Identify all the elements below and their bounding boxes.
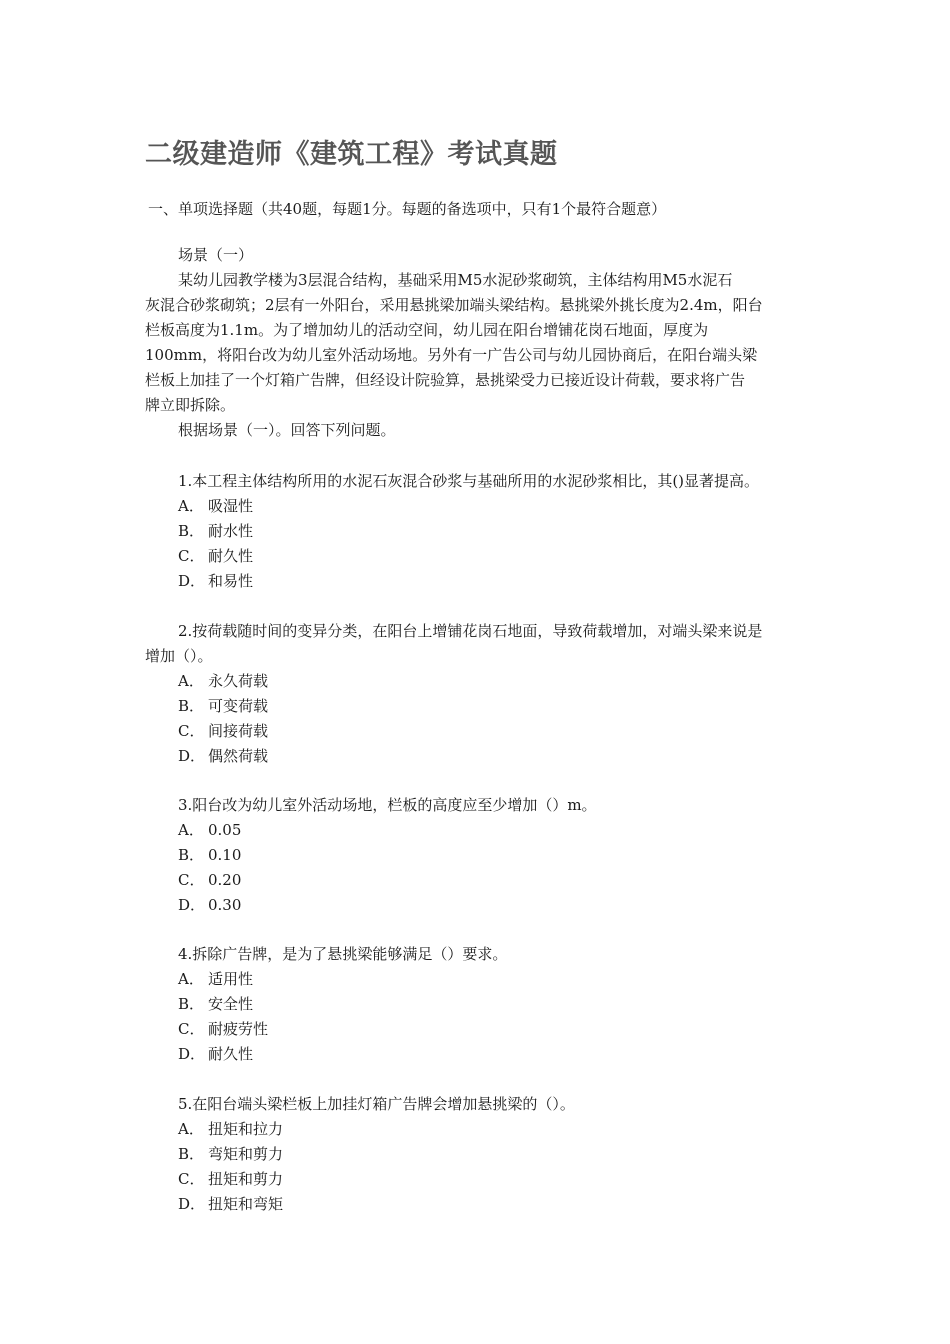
option-letter: B． <box>178 1145 205 1163</box>
scenario-line: 牌立即拆除。 <box>145 396 236 414</box>
option-letter: A． <box>178 497 204 515</box>
option-c <box>145 1167 825 1192</box>
question-2 <box>145 619 825 769</box>
option-b <box>145 992 825 1017</box>
option-letter: B． <box>178 846 205 864</box>
option-letter: D． <box>178 1195 206 1213</box>
option-a <box>145 818 825 843</box>
option-letter: D． <box>178 572 206 590</box>
option-a <box>145 494 825 519</box>
option-text: 永久荷载 <box>208 672 269 690</box>
option-text: 可变荷载 <box>208 697 269 715</box>
document-title: 二级建造师《建筑工程》考试真题 <box>145 139 558 170</box>
question-4 <box>145 942 825 1067</box>
question-5 <box>145 1092 825 1217</box>
scenario-line: 灰混合砂浆砌筑；2层有一外阳台，采用悬挑梁加端头梁结构。悬挑梁外挑长度为2.4m，阳台 <box>145 296 763 314</box>
option-letter: C． <box>178 1170 205 1188</box>
option-c <box>145 544 825 569</box>
option-b <box>145 519 825 544</box>
question-3 <box>145 793 825 918</box>
option-text: 耐水性 <box>208 522 254 540</box>
option-letter: C． <box>178 722 205 740</box>
option-text: 安全性 <box>208 995 254 1013</box>
scenario-line: 某幼儿园教学楼为3层混合结构，基础采用M5水泥砂浆砌筑，主体结构用M5水泥石 <box>178 271 733 289</box>
option-text: 扭矩和弯矩 <box>208 1195 284 1213</box>
section-heading: 一、单项选择题（共40题，每题1分。每题的备选项中，只有1个最符合题意） <box>148 200 667 218</box>
option-letter: C． <box>178 1020 205 1038</box>
scenario-prompt: 根据场景（一）。回答下列问题。 <box>178 421 396 439</box>
option-text: 间接荷载 <box>208 722 269 740</box>
option-letter: B． <box>178 697 205 715</box>
scenario-label: 场景（一） <box>178 246 254 264</box>
option-text: 0.30 <box>208 896 242 914</box>
option-letter: B． <box>178 995 205 1013</box>
scenario-line: 栏板高度为1.1m。为了增加幼儿的活动空间，幼儿园在阳台增铺花岗石地面，厚度为 <box>145 321 709 339</box>
option-letter: A． <box>178 1120 204 1138</box>
option-text: 0.05 <box>208 821 242 839</box>
question-stem: 增加（）。 <box>145 647 213 665</box>
question-stem: 4.拆除广告牌，是为了悬挑梁能够满足（）要求。 <box>178 945 508 963</box>
option-text: 0.10 <box>208 846 242 864</box>
option-d <box>145 1192 825 1217</box>
option-text: 吸湿性 <box>208 497 254 515</box>
option-text: 耐疲劳性 <box>208 1020 269 1038</box>
option-letter: A． <box>178 672 204 690</box>
question-1 <box>145 469 825 594</box>
option-b <box>145 843 825 868</box>
option-a <box>145 669 825 694</box>
option-d <box>145 569 825 594</box>
option-letter: A． <box>178 821 204 839</box>
option-c <box>145 1017 825 1042</box>
question-stem: 2.按荷载随时间的变异分类，在阳台上增铺花岗石地面，导致荷载增加，对端头梁来说是 <box>178 622 763 640</box>
option-text: 耐久性 <box>208 547 254 565</box>
option-a <box>145 1117 825 1142</box>
option-b <box>145 694 825 719</box>
option-letter: B． <box>178 522 205 540</box>
option-text: 适用性 <box>208 970 254 988</box>
option-letter: A． <box>178 970 204 988</box>
option-text: 扭矩和拉力 <box>208 1120 284 1138</box>
option-c <box>145 868 825 893</box>
option-letter: D． <box>178 896 206 914</box>
option-letter: D． <box>178 1045 206 1063</box>
option-text: 偶然荷载 <box>208 747 269 765</box>
scenario-line: 栏板上加挂了一个灯箱广告牌，但经设计院验算，悬挑梁受力已接近设计荷载，要求将广告 <box>145 371 746 389</box>
option-letter: C． <box>178 547 205 565</box>
option-b <box>145 1142 825 1167</box>
option-d <box>145 893 825 918</box>
option-letter: D． <box>178 747 206 765</box>
option-text: 耐久性 <box>208 1045 254 1063</box>
question-stem: 1.本工程主体结构所用的水泥石灰混合砂浆与基础所用的水泥砂浆相比，其()显著提高。 <box>178 472 760 490</box>
scenario-line: 100mm，将阳台改为幼儿室外活动场地。另外有一广告公司与幼儿园协商后，在阳台端头梁 <box>145 346 758 364</box>
question-stem: 3.阳台改为幼儿室外活动场地，栏板的高度应至少增加（）m。 <box>178 796 597 814</box>
option-text: 和易性 <box>208 572 254 590</box>
option-d <box>145 744 825 769</box>
option-a <box>145 967 825 992</box>
scenario-block <box>145 243 815 443</box>
option-text: 0.20 <box>208 871 242 889</box>
question-stem: 5.在阳台端头梁栏板上加挂灯箱广告牌会增加悬挑梁的（）。 <box>178 1095 575 1113</box>
option-text: 扭矩和剪力 <box>208 1170 284 1188</box>
option-d <box>145 1042 825 1067</box>
option-letter: C． <box>178 871 205 889</box>
option-c <box>145 719 825 744</box>
option-text: 弯矩和剪力 <box>208 1145 284 1163</box>
